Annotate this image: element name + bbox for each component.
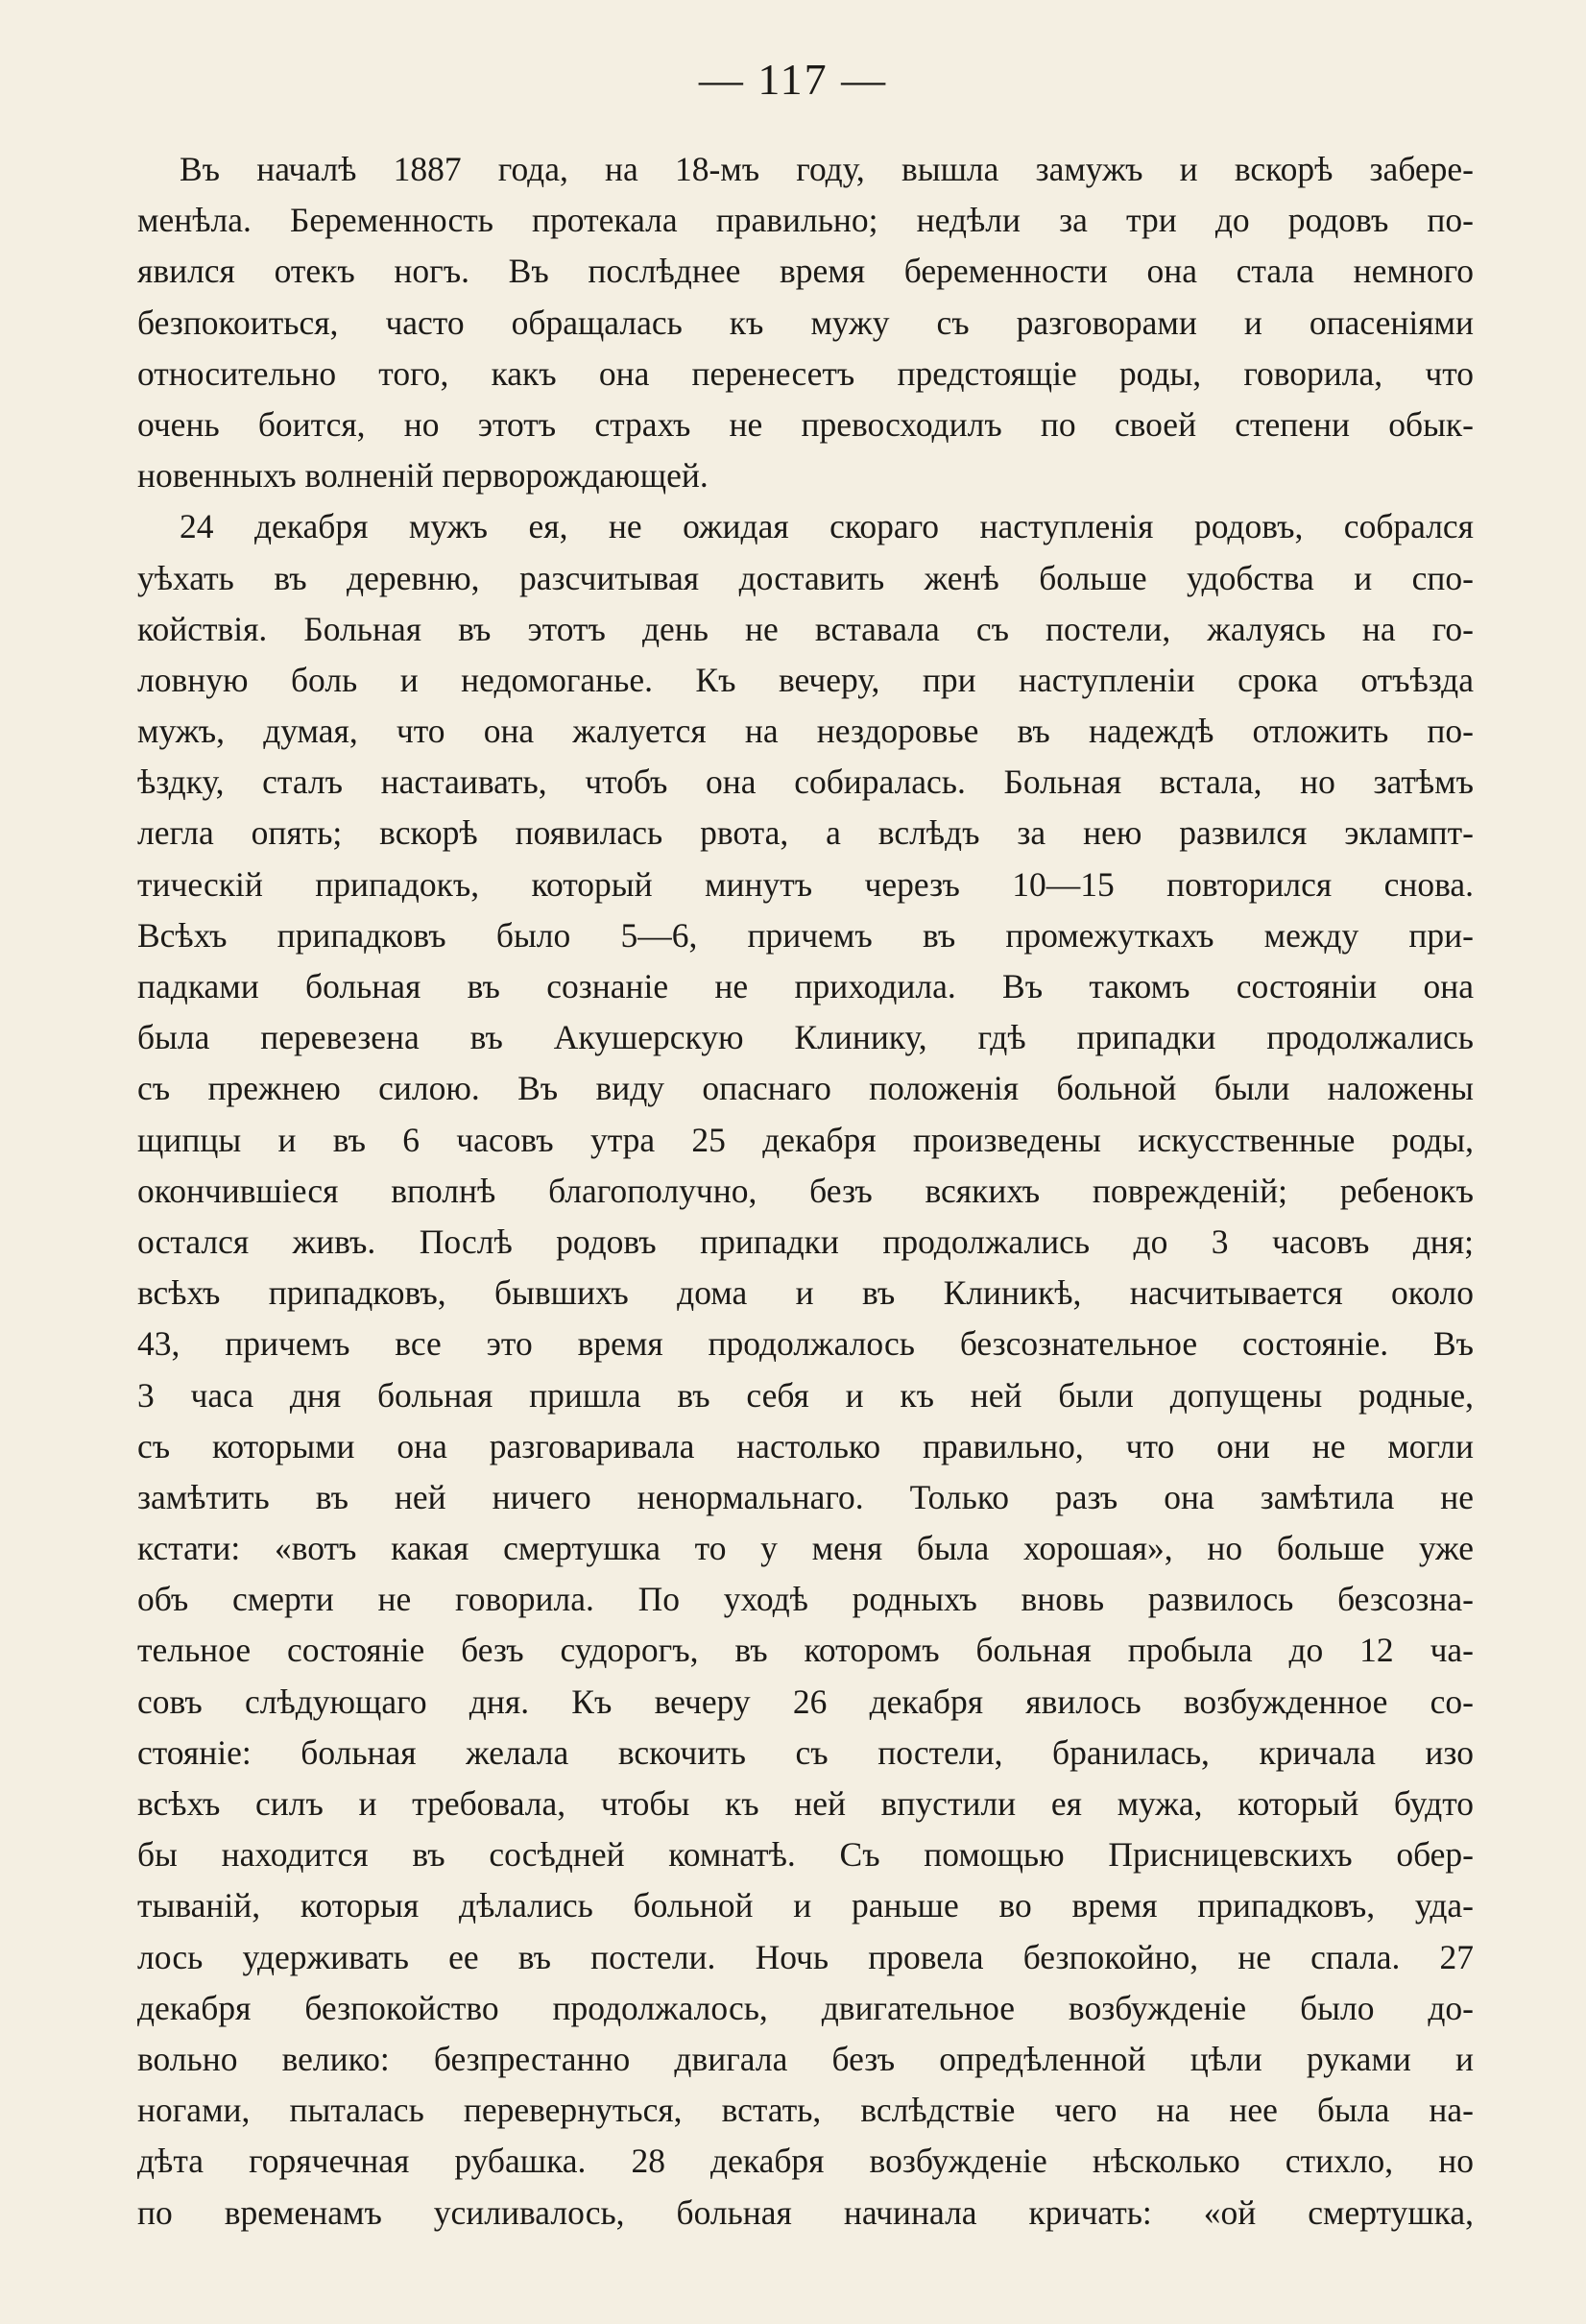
text-line: по временамъ усиливалось, больная начинала кричать: «ой смертушка, — [137, 2192, 1474, 2232]
text-line: безпокоиться, часто обращалась къ мужу съ разговорами и опасеніями — [137, 303, 1474, 342]
text-line: стояніе: больная желала вскочить съ постели, бранилась, кричала изо — [137, 1732, 1474, 1772]
text-line: тываній, которыя дѣлались больной и раньше во время припадковъ, уда- — [137, 1886, 1474, 1925]
text-line: мужъ, думая, что она жалуется на нездоровье въ надеждѣ отложить по- — [137, 712, 1474, 751]
text-line: съ которыми она разговаривала настолько правильно, что они не могли — [137, 1426, 1474, 1465]
text-line: замѣтить въ ней ничего ненормальнаго. Только разъ она замѣтила не — [137, 1477, 1474, 1516]
text-line: менѣла. Беременность протекала правильно; недѣли за три до родовъ по- — [137, 201, 1474, 240]
body-text — [137, 144, 1474, 2239]
text-line: тическій припадокъ, который минутъ черезъ 10—15 повторился снова. — [137, 864, 1474, 904]
text-line: всѣхъ припадковъ, бывшихъ дома и въ Клиникѣ, насчитывается около — [137, 1273, 1474, 1313]
text-line: падками больная въ сознаніе не приходила. Въ такомъ состояніи она — [137, 967, 1474, 1005]
text-line: ѣздку, сталъ настаивать, чтобъ она собиралась. Больная встала, но затѣмъ — [137, 763, 1474, 802]
text-line: совъ слѣдующаго дня. Къ вечеру 26 декабря явилось возбужденное со- — [137, 1682, 1474, 1721]
page-number: — 117 — — [698, 55, 888, 104]
text-line: лось удерживать ее въ постели. Ночь провела безпокойно, не спала. 27 — [137, 1937, 1474, 1976]
text-line: декабря безпокойство продолжалось, двигательное возбужденіе было до- — [137, 1988, 1474, 2027]
text-line: бы находится въ сосѣдней комнатѣ. Съ помощью Присницевскихъ обер- — [137, 1835, 1474, 1875]
text-line: очень боится, но этотъ страхъ не превосходилъ по своей степени обык- — [137, 404, 1474, 444]
text-line: явился отекъ ногъ. Въ послѣднее время беременности она стала немного — [137, 252, 1474, 291]
text-line: объ смерти не говорила. По уходѣ родныхъ вновь развилось безсозна- — [137, 1580, 1474, 1619]
text-line: съ прежнею силою. Въ виду опаснаго положенія больной были наложены — [137, 1069, 1474, 1108]
text-line: 43, причемъ все это время продолжалось безсознательное состояніе. Въ — [137, 1324, 1474, 1364]
text-line: 3 часа дня больная пришла въ себя и къ ней были допущены родные, — [137, 1375, 1474, 1415]
text-line: Всѣхъ припадковъ было 5—6, причемъ въ промежуткахъ между при- — [137, 915, 1474, 955]
text-line: кстати: «вотъ какая смертушка то у меня была хорошая», но больше уже — [137, 1529, 1474, 1568]
text-line: ногами, пыталась перевернуться, встать, вслѣдствіе чего на нее была на- — [137, 2091, 1474, 2130]
text-line: 24 декабря мужъ ея, не ожидая скораго наступленія родовъ, собрался — [180, 507, 1474, 546]
text-line: койствія. Больная въ этотъ день не вставала съ постели, жалуясь на го- — [137, 609, 1474, 648]
text-line: дѣта горячечная рубашка. 28 декабря возбужденіе нѣсколько стихло, но — [137, 2142, 1474, 2181]
text-line: щипцы и въ 6 часовъ утра 25 декабря произведены искусственные роды, — [137, 1120, 1474, 1159]
text-line: окончившіеся вполнѣ благополучно, безъ всякихъ поврежденій; ребенокъ — [137, 1171, 1474, 1210]
text-line: новенныхъ волненій перворождающей. — [137, 456, 709, 496]
text-line: тельное состояніе безъ судорогъ, въ которомъ больная пробыла до 12 ча- — [137, 1631, 1474, 1670]
text-line: относительно того, какъ она перенесетъ предстоящіе роды, говорила, что — [137, 353, 1474, 393]
text-line: ловную боль и недомоганье. Къ вечеру, при наступленіи срока отъѣзда — [137, 660, 1474, 699]
text-line: легла опять; вскорѣ появилась рвота, а вслѣдъ за нею развился эклампт- — [137, 813, 1474, 853]
text-line: остался живъ. Послѣ родовъ припадки продолжались до 3 часовъ дня; — [137, 1222, 1474, 1261]
text-line: была перевезена въ Акушерскую Клинику, гдѣ припадки продолжались — [137, 1018, 1474, 1057]
text-line: Въ началѣ 1887 года, на 18-мъ году, вышла замужъ и вскорѣ забере- — [180, 150, 1474, 188]
text-line: уѣхать въ деревню, разсчитывая доставить женѣ больше удобства и спо- — [137, 558, 1474, 597]
text-line: вольно велико: безпрестанно двигала безъ опредѣленной цѣли руками и — [137, 2039, 1474, 2078]
text-line: всѣхъ силъ и требовала, чтобы къ ней впустили ея мужа, который будто — [137, 1784, 1474, 1823]
